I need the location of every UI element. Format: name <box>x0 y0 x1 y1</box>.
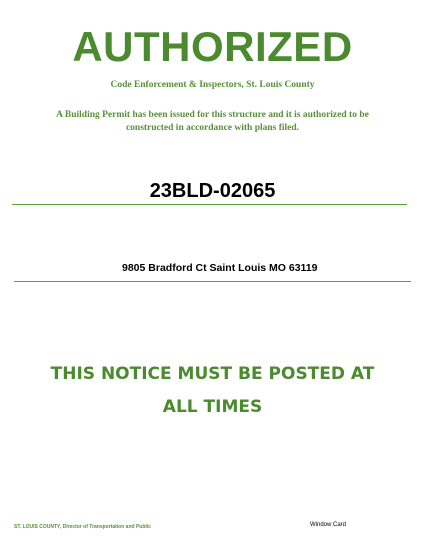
notice-line-1: THIS NOTICE MUST BE POSTED AT <box>50 364 375 384</box>
site-address: 9805 Bradford Ct Saint Louis MO 63119 <box>122 262 318 274</box>
statement-line-2: constructed in accordance with plans filed. <box>125 123 300 133</box>
permit-number: 23BLD-02065 <box>149 180 276 202</box>
footer-agency: ST. LOUIS COUNTY, Director of Transportation and Public <box>14 524 151 530</box>
notice-line-2: ALL TIMES <box>162 397 263 417</box>
authorized-title: AUTHORIZED <box>72 23 353 70</box>
department-heading: Code Enforcement & Inspectors, St. Louis County <box>110 80 315 90</box>
address-underline <box>14 281 411 282</box>
footer-card-type: Window Card <box>310 522 347 528</box>
posting-notice <box>0 358 425 424</box>
permit-statement <box>30 109 395 135</box>
permit-underline <box>12 204 407 205</box>
statement-line-1: A Building Permit has been issued for this structure and it is authorized to be <box>56 110 369 120</box>
